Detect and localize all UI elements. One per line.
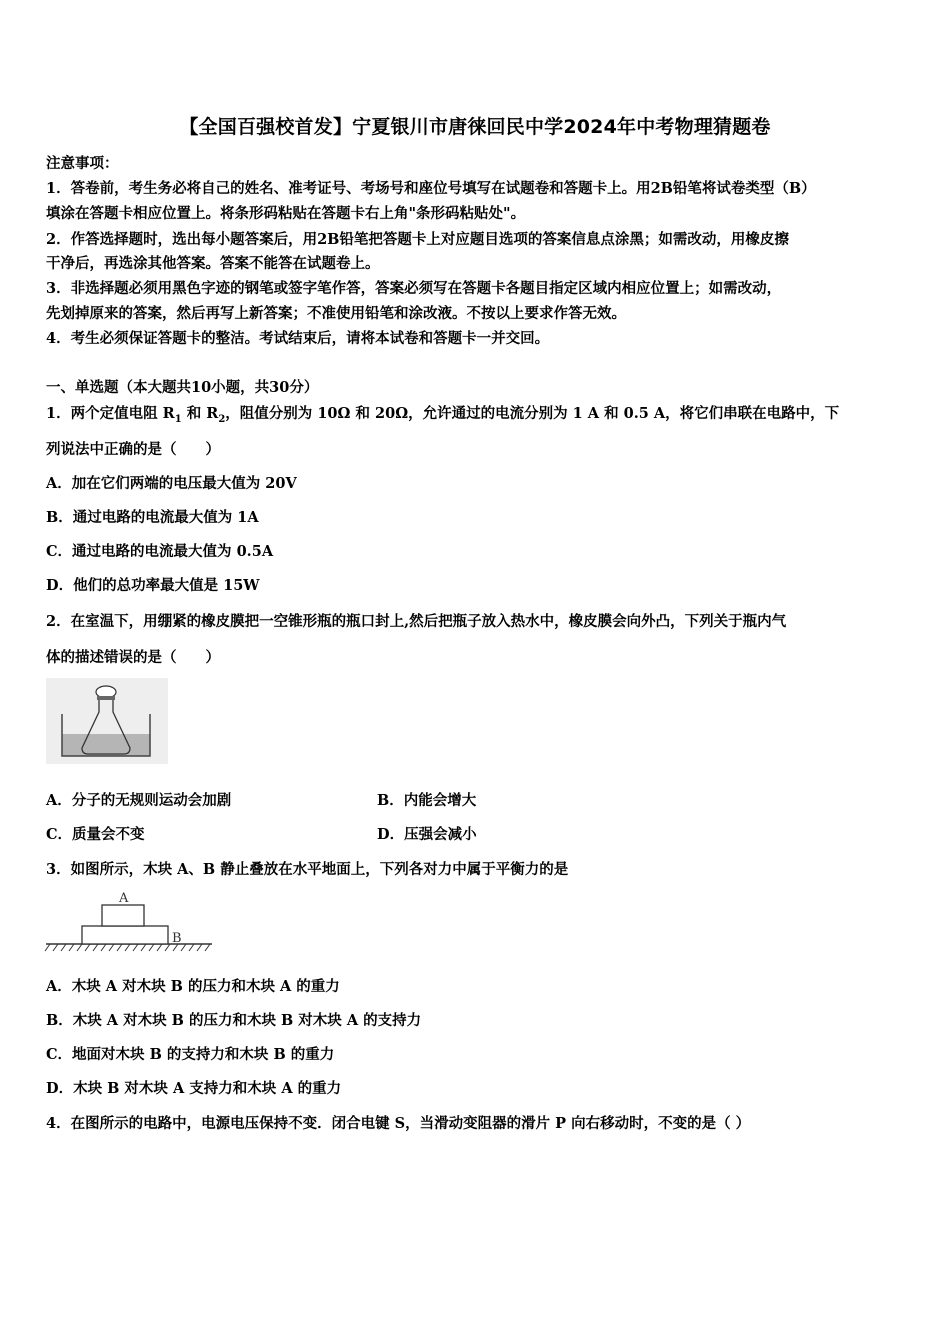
q2-option-b: B．内能会增大: [377, 792, 477, 809]
notice-line: 先划掉原来的答案，然后再写上新答案；不准使用铅笔和涂改液。不按以上要求作答无效。: [46, 305, 626, 322]
q1-option-a: A．加在它们两端的电压最大值为 20V: [46, 475, 297, 492]
notice-line: 填涂在答题卡相应位置上。将条形码粘贴在答题卡右上角"条形码粘贴处"。: [46, 205, 526, 222]
flask-in-water-figure: [46, 678, 168, 764]
block-b: [82, 926, 168, 944]
page-title: 【全国百强校首发】宁夏银川市唐徕回民中学2024年中考物理猜题卷: [179, 116, 771, 138]
q1-text-c: ，阻值分别为 10Ω 和 20Ω，允许通过的电流分别为 1 A 和 0.5 A，将它们串联在电路中，下: [225, 405, 840, 422]
q1-sub-2: 2: [218, 413, 226, 425]
notice-line: 2．作答选择题时，选出每小题答案后，用2B铅笔把答题卡上对应题目选项的答案信息点涂黑；如需改动，用橡皮擦: [46, 231, 789, 248]
q2-option-d: D．压强会减小: [377, 826, 477, 843]
question-1-stem: [46, 402, 839, 425]
section-heading: 一、单选题（本大题共10小题，共30分）: [46, 379, 319, 396]
stacked-blocks-figure: [44, 888, 214, 954]
block-a: [102, 905, 144, 926]
q1-text-b: 和 R: [181, 405, 219, 422]
q1-text-a: 1．两个定值电阻 R: [46, 405, 175, 422]
q1-option-c: C．通过电路的电流最大值为 0.5A: [46, 543, 274, 560]
notice-line: 1．答卷前，考生务必将自己的姓名、准考证号、考场号和座位号填写在试题卷和答题卡上。用2B铅笔将试卷类型（B）: [46, 180, 816, 197]
q1-option-d: D．他们的总功率最大值是 15W: [46, 577, 260, 594]
q3-option-d: D．木块 B 对木块 A 支持力和木块 A 的重力: [46, 1080, 342, 1097]
question-4-stem: 4．在图所示的电路中，电源电压保持不变．闭合电键 S，当滑动变阻器的滑片 P 向右移动时，不变的是（ ）: [46, 1115, 751, 1132]
q3-option-b: B．木块 A 对木块 B 的压力和木块 B 对木块 A 的支持力: [46, 1012, 422, 1029]
q1-option-b: B．通过电路的电流最大值为 1A: [46, 509, 259, 526]
hot-water: [62, 734, 150, 756]
notice-line: 4．考生必须保证答题卡的整洁。考试结束后，请将本试卷和答题卡一并交回。: [46, 330, 550, 347]
flask-neck-band: [97, 696, 115, 700]
question-2-stem-cont: 体的描述错误的是（ ）: [46, 649, 220, 666]
q2-option-a: A．分子的无规则运动会加剧: [46, 792, 232, 809]
question-3-stem: 3．如图所示，木块 A、B 静止叠放在水平地面上，下列各对力中属于平衡力的是: [46, 861, 569, 878]
notice-heading: 注意事项：: [46, 155, 119, 172]
notice-line: 干净后，再选涂其他答案。答案不能答在试题卷上。: [46, 255, 380, 272]
notice-line: 3．非选择题必须用黑色字迹的钢笔或签字笔作答，答案必须写在答题卡各题目指定区域内相应位置上；如需改动，: [46, 280, 782, 297]
q3-option-c: C．地面对木块 B 的支持力和木块 B 的重力: [46, 1046, 335, 1063]
q3-option-a: A．木块 A 对木块 B 的压力和木块 A 的重力: [46, 978, 340, 995]
label-a: A: [119, 891, 129, 906]
question-2-stem: 2．在室温下，用绷紧的橡皮膜把一空锥形瓶的瓶口封上,然后把瓶子放入热水中，橡皮膜会向外凸，下列关于瓶内气: [46, 613, 787, 630]
ground-hatching: [45, 944, 210, 951]
q2-option-c: C．质量会不变: [46, 826, 145, 843]
question-1-stem-cont: 列说法中正确的是（ ）: [46, 441, 220, 458]
label-b: B: [172, 931, 182, 946]
q1-sub-1: 1: [174, 413, 182, 425]
